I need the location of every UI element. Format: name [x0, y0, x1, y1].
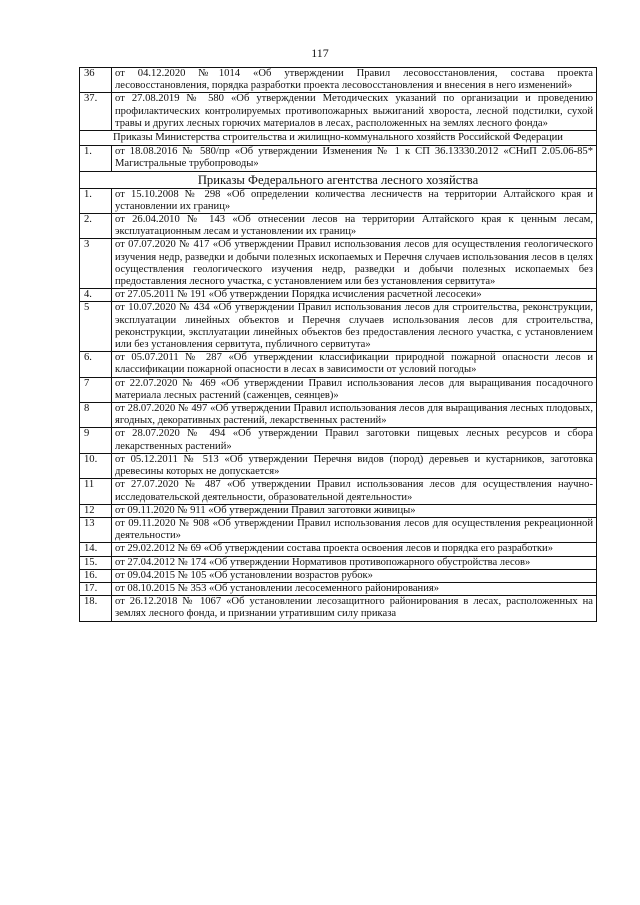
section-heading-row	[80, 131, 597, 146]
regulation-text: от 10.07.2020 № 434 «Об утверждении Правил использования лесов для строительства, реконструкции, эксплуатации линейных объектов и Перечня случаев использования лесов для строительства, реконструкции, эксплуатации линейных объектов без предоставления лесного участка, с установлением или без установления сервитута, публичного сервитута»	[112, 302, 597, 352]
regulation-text: от 05.07.2011 № 287 «Об утверждении классификации природной пожарной опасности лесов и классификации пожарной опасности в лесах в зависимости от условий погоды»	[112, 352, 597, 377]
regulation-text: от 09.11.2020 № 908 «Об утверждении Правил использования лесов для осуществления рекреационной деятельности»	[112, 517, 597, 542]
row-number: 18.	[80, 596, 112, 621]
regulation-text: от 04.12.2020 №1014 «Об утверждении Правил лесовосстановления, состава проекта лесовосстановления, порядка разработки проекта лесовосстановления и внесения в него изменений»	[112, 68, 597, 93]
table-row	[80, 289, 597, 302]
table-row	[80, 582, 597, 595]
table-row	[80, 377, 597, 402]
regulations-table	[79, 67, 597, 622]
regulation-text: от 09.04.2015 № 105 «Об установлении возрастов рубок»	[112, 569, 597, 582]
section-heading: Приказы Федерального агентства лесного хозяйства	[80, 171, 597, 188]
regulation-text: от 27.08.2019 № 580 «Об утверждении Методических указаний по организации и проведению профилактических контролируемых противопожарных выжиганий хвороста, лесной подстилки, сухой травы и других лесных горючих материалов в лесах, расположенных на землях лесного фонда»	[112, 93, 597, 131]
regulation-text: от 28.07.2020 № 494 «Об утверждении Правил заготовки пищевых лесных ресурсов и сбора лекарственных растений»	[112, 428, 597, 453]
row-number: 2.	[80, 214, 112, 239]
table-row	[80, 146, 597, 171]
regulation-text: от 27.07.2020 № 487 «Об утверждении Правил использования лесов для осуществления научно-исследовательской деятельности, образовательной деятельности»	[112, 479, 597, 504]
table-row	[80, 517, 597, 542]
row-number: 1.	[80, 188, 112, 213]
row-number: 12	[80, 504, 112, 517]
section-heading: Приказы Министерства строительства и жилищно-коммунального хозяйств Российской Федерации	[80, 131, 597, 146]
row-number: 10.	[80, 453, 112, 478]
regulation-text: от 26.12.2018 № 1067 «Об установлении лесозащитного районирования в лесах, расположенных на землях лесного фонда, и признании утратившим силу приказа	[112, 596, 597, 621]
table-row	[80, 214, 597, 239]
row-number: 3	[80, 239, 112, 289]
regulation-text: от 18.08.2016 № 580/пр «Об утверждении Изменения № 1 к СП 36.13330.2012 «СНиП 2.05.06-85* Магистральные трубопроводы»	[112, 146, 597, 171]
page-number: 117	[311, 46, 329, 60]
section-heading-row	[80, 171, 597, 188]
row-number: 5	[80, 302, 112, 352]
table-row	[80, 352, 597, 377]
table-row	[80, 453, 597, 478]
row-number: 13	[80, 517, 112, 542]
table-row	[80, 68, 597, 93]
regulation-text: от 07.07.2020 № 417 «Об утверждении Правил использования лесов для осуществления геологического изучения недр, разведки и добычи полезных ископаемых и Перечня случаев использования лесов в целях осуществления геологического изучения недр, разведки и добычи полезных ископаемых без предоставления лесного участка, с установлением или без установления сервитута»	[112, 239, 597, 289]
row-number: 1.	[80, 146, 112, 171]
table-row	[80, 239, 597, 289]
table-row	[80, 428, 597, 453]
table-row	[80, 543, 597, 556]
table-row	[80, 188, 597, 213]
row-number: 11	[80, 479, 112, 504]
table-row	[80, 504, 597, 517]
regulation-text: от 29.02.2012 № 69 «Об утверждении состава проекта освоения лесов и порядка его разработки»	[112, 543, 597, 556]
table-row	[80, 479, 597, 504]
table-row	[80, 556, 597, 569]
row-number: 7	[80, 377, 112, 402]
table-row	[80, 302, 597, 352]
row-number: 9	[80, 428, 112, 453]
row-number: 8	[80, 403, 112, 428]
row-number: 14.	[80, 543, 112, 556]
regulation-text: от 27.05.2011 № 191 «Об утверждении Порядка исчисления расчетной лесосеки»	[112, 289, 597, 302]
regulation-text: от 28.07.2020 № 497 «Об утверждении Правил использования лесов для выращивания лесных плодовых, ягодных, декоративных растений, лекарственных растений»	[112, 403, 597, 428]
regulation-text: от 26.04.2010 № 143 «Об отнесении лесов на территории Алтайского края к ценным лесам, эксплуатационным лесам и установлении их границ»	[112, 214, 597, 239]
table-row	[80, 596, 597, 621]
row-number: 4.	[80, 289, 112, 302]
regulation-text: от 15.10.2008 № 298 «Об определении количества лесничеств на территории Алтайского края и установлении их границ»	[112, 188, 597, 213]
row-number: 37.	[80, 93, 112, 131]
regulation-text: от 05.12.2011 № 513 «Об утверждении Перечня видов (пород) деревьев и кустарников, заготовка древесины которых не допускается»	[112, 453, 597, 478]
table-row	[80, 403, 597, 428]
table-row	[80, 93, 597, 131]
row-number: 16.	[80, 569, 112, 582]
table-row	[80, 569, 597, 582]
regulation-text: от 09.11.2020 № 911 «Об утверждении Правил заготовки живицы»	[112, 504, 597, 517]
regulation-text: от 22.07.2020 № 469 «Об утверждении Правил использования лесов для выращивания посадочного материала лесных растений (саженцев, сеянцев)»	[112, 377, 597, 402]
row-number: 36	[80, 68, 112, 93]
regulation-text: от 27.04.2012 № 174 «Об утверждении Нормативов противопожарного обустройства лесов»	[112, 556, 597, 569]
row-number: 6.	[80, 352, 112, 377]
row-number: 15.	[80, 556, 112, 569]
row-number: 17.	[80, 582, 112, 595]
regulation-text: от 08.10.2015 № 353 «Об установлении лесосеменного районирования»	[112, 582, 597, 595]
